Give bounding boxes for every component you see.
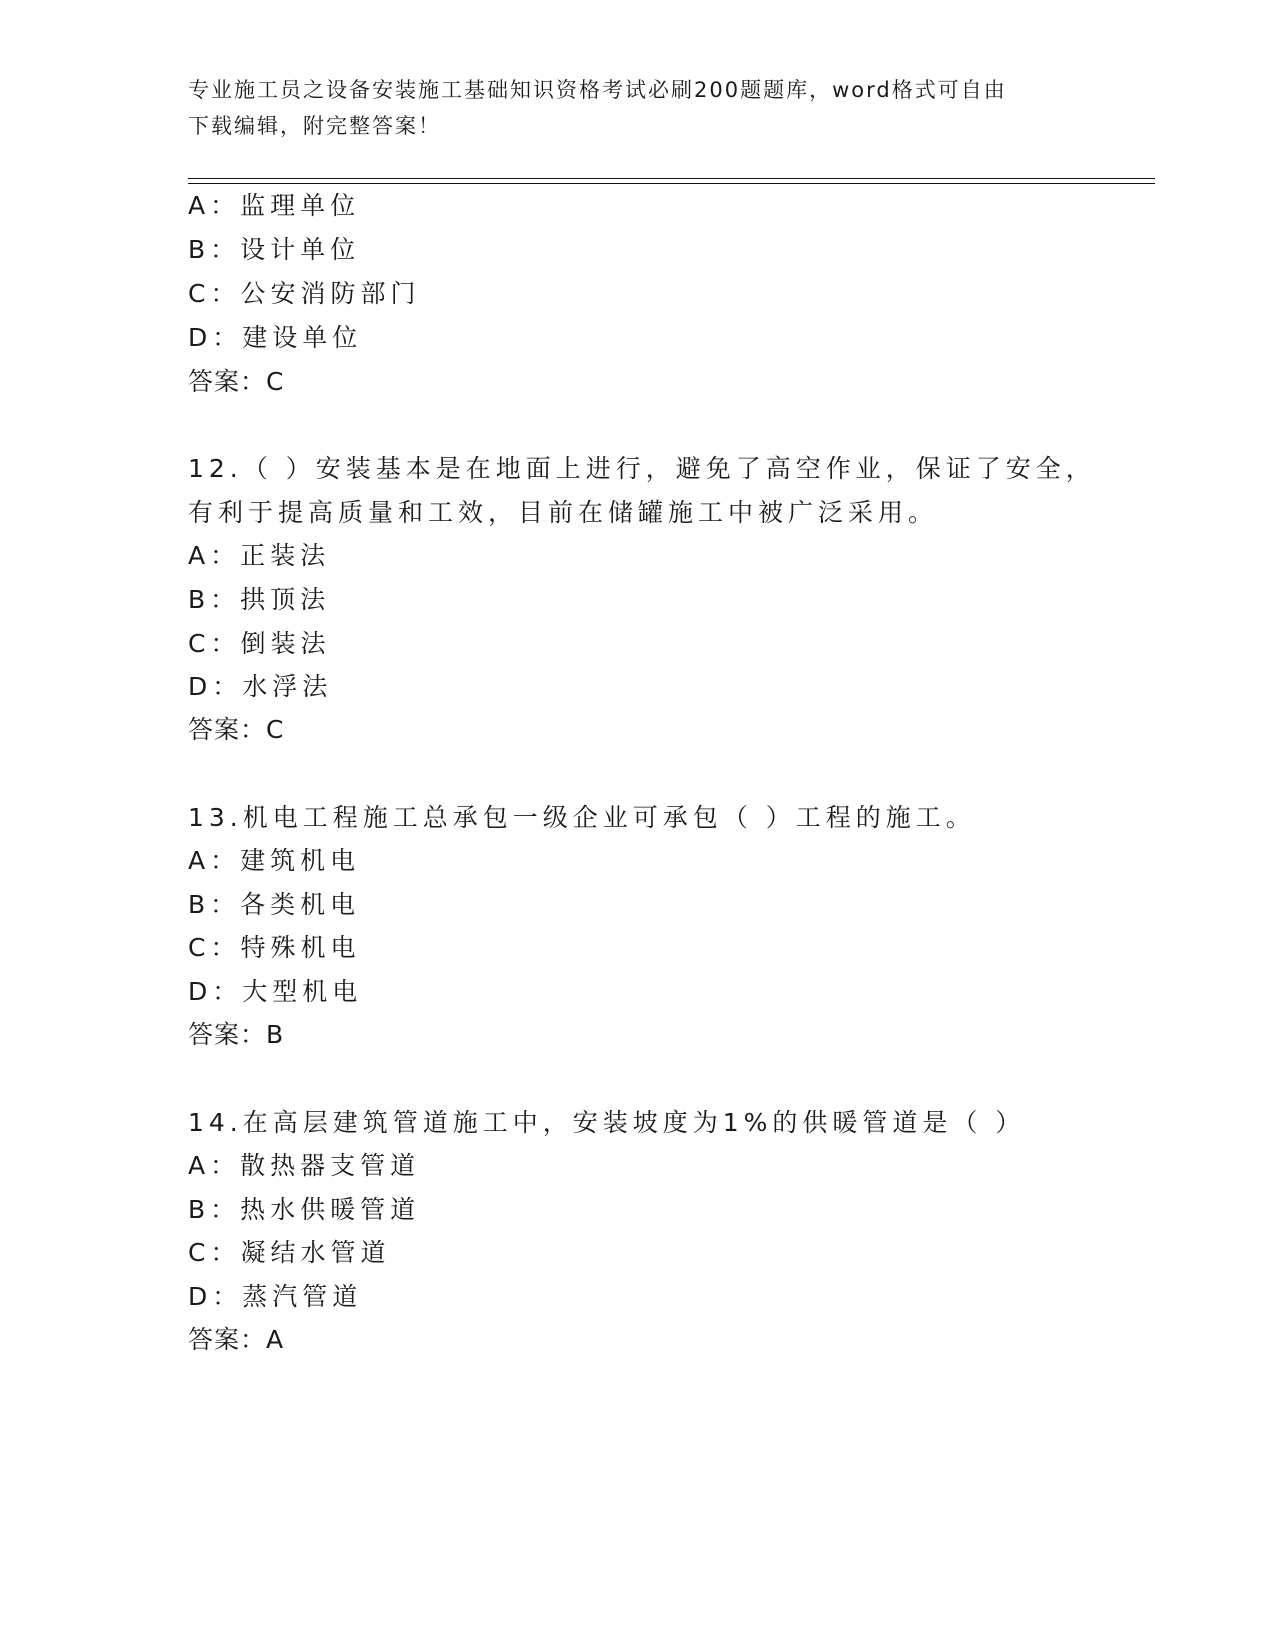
header-line-2: 下载编辑，附完整答案！	[188, 114, 441, 138]
document-header	[188, 72, 1068, 144]
q13-option-c: C：特殊机电	[188, 933, 361, 962]
header-rule-bottom	[188, 183, 1155, 184]
q12-stem-line-2: 有利于提高质量和工效，目前在储罐施工中被广泛采用。	[188, 498, 939, 527]
header-line-1: 专业施工员之设备安装施工基础知识资格考试必刷200题题库，word格式可自由	[188, 78, 1007, 102]
q14-option-a: A：散热器支管道	[188, 1151, 421, 1180]
q11-option-d: D：建设单位	[188, 323, 363, 352]
q12-option-d: D：水浮法	[188, 672, 333, 701]
q13-option-d: D：大型机电	[188, 977, 363, 1006]
q14-stem: 14.在高层建筑管道施工中，安装坡度为1%的供暖管道是（ ）	[188, 1108, 1026, 1137]
header-rule-top	[188, 178, 1155, 179]
q11-answer: 答案：C	[188, 367, 285, 396]
q13-answer: 答案：B	[188, 1020, 285, 1049]
q14-answer: 答案：A	[188, 1325, 285, 1354]
q11-option-a: A：监理单位	[188, 191, 361, 220]
q13-option-a: A：建筑机电	[188, 846, 361, 875]
q11-option-b: B：设计单位	[188, 235, 361, 264]
q11-option-c: C：公安消防部门	[188, 279, 421, 308]
q12-option-b: B：拱顶法	[188, 585, 331, 614]
q12-option-c: C：倒装法	[188, 629, 331, 658]
q14-option-c: C：凝结水管道	[188, 1238, 391, 1267]
q14-option-b: B：热水供暖管道	[188, 1195, 421, 1224]
q13-option-b: B：各类机电	[188, 890, 361, 919]
q12-stem-line-1: 12.（ ）安装基本是在地面上进行，避免了高空作业，保证了安全，	[188, 454, 1096, 483]
q12-answer: 答案：C	[188, 715, 285, 744]
q13-stem: 13.机电工程施工总承包一级企业可承包（ ）工程的施工。	[188, 803, 976, 832]
q12-option-a: A：正装法	[188, 541, 331, 570]
q14-option-d: D：蒸汽管道	[188, 1282, 363, 1311]
